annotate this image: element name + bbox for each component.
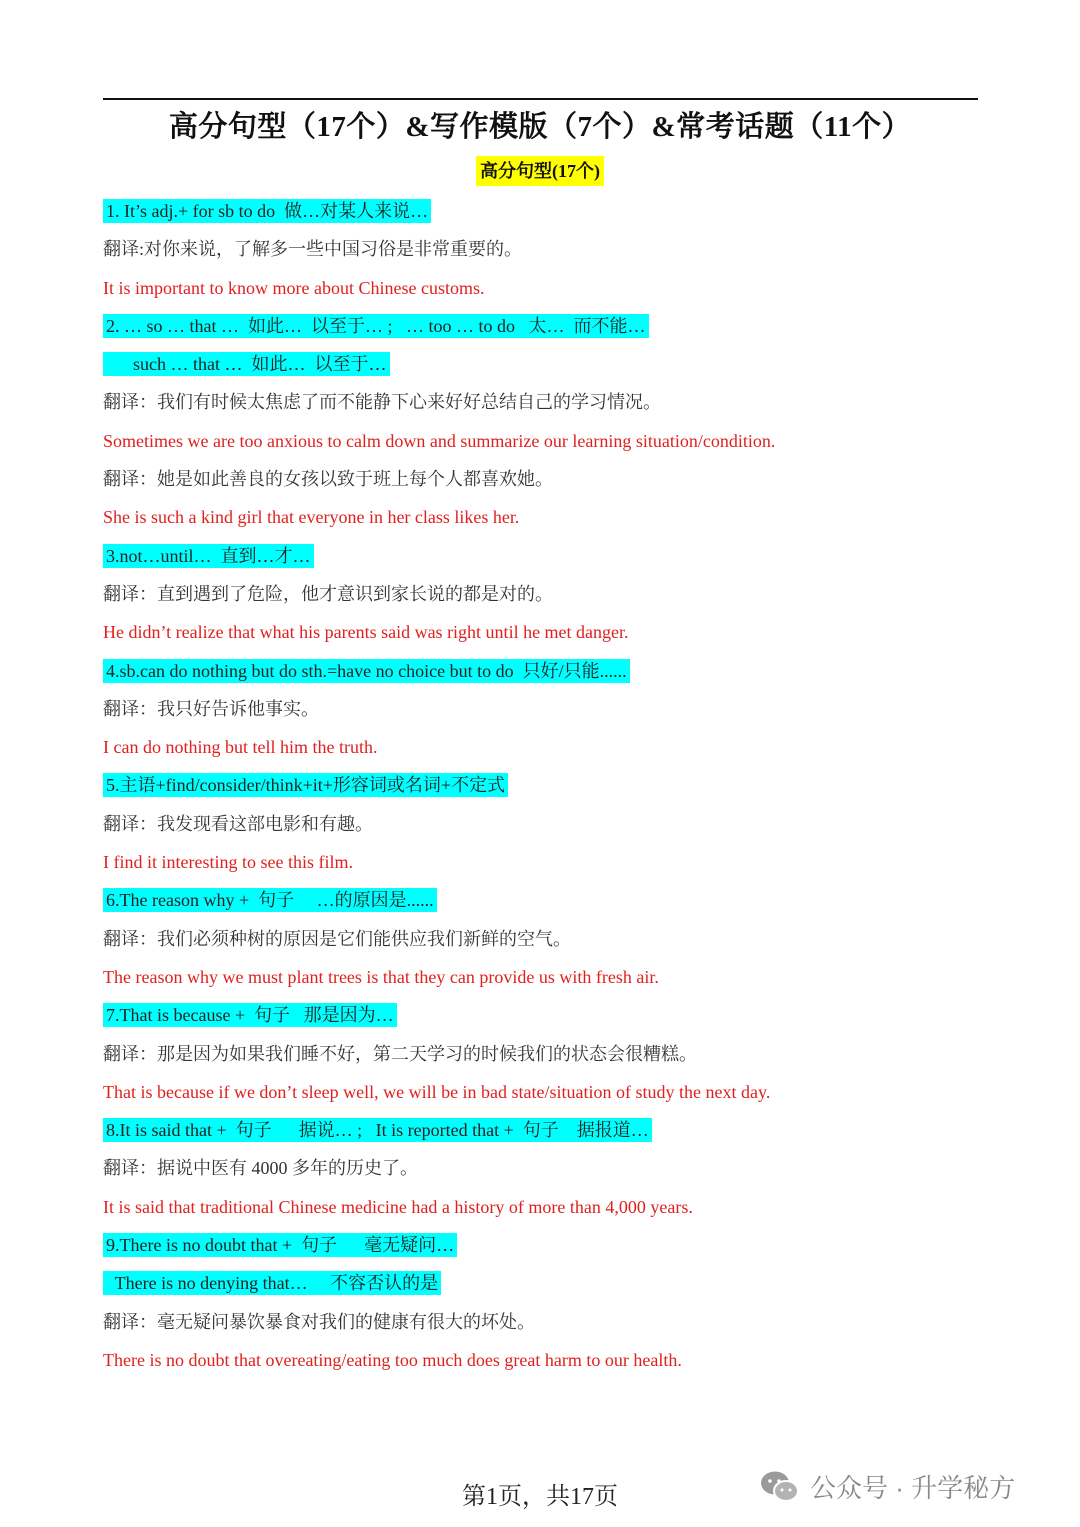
pattern-row (103, 885, 983, 923)
section-label: 高分句型(17个) (476, 156, 604, 186)
page-footer: 第1页，共17页 (462, 1484, 618, 1510)
chinese-prompt: 翻译：我发现看这部电影和有趣。 (103, 813, 373, 834)
english-row (103, 426, 983, 464)
chinese-prompt: 翻译：毫无疑问暴饮暴食对我们的健康有很大的坏处。 (103, 1311, 535, 1332)
english-row (103, 1077, 983, 1115)
chinese-prompt: 翻译：我们必须种树的原因是它们能供应我们新鲜的空气。 (103, 928, 571, 949)
english-row (103, 1192, 983, 1230)
top-rule (103, 98, 978, 100)
english-answer: There is no doubt that overeating/eating too much does great harm to our health. (103, 1349, 682, 1370)
pattern-row (103, 1230, 983, 1268)
pattern-row (103, 196, 983, 234)
english-answer: I can do nothing but tell him the truth. (103, 737, 378, 758)
english-answer: I find it interesting to see this film. (103, 852, 353, 873)
translation-row (103, 1307, 983, 1345)
pattern-row (103, 1268, 983, 1306)
english-row (103, 502, 983, 540)
english-answer: She is such a kind girl that everyone in her class likes her. (103, 507, 520, 528)
chinese-prompt: 翻译：那是因为如果我们睡不好，第二天学习的时候我们的状态会很糟糕。 (103, 1043, 697, 1064)
chinese-prompt: 翻译：她是如此善良的女孩以致于班上每个人都喜欢她。 (103, 469, 553, 490)
pattern-row (103, 541, 983, 579)
english-row (103, 617, 983, 655)
translation-row (103, 1039, 983, 1077)
english-row (103, 962, 983, 1000)
pattern-heading: 7.That is because + 句子 那是因为… (103, 1003, 397, 1027)
pattern-row (103, 656, 983, 694)
pattern-heading: such … that … 如此… 以至于… (103, 352, 390, 376)
pattern-row (103, 770, 983, 808)
english-row (103, 273, 983, 311)
english-row (103, 1345, 983, 1383)
pattern-heading: 9.There is no doubt that + 句子 毫无疑问… (103, 1233, 457, 1257)
pattern-heading: 4.sb.can do nothing but do sth.=have no choice but to do 只好/只能...... (103, 659, 630, 683)
pattern-heading: 3.not…until… 直到…才… (103, 544, 314, 568)
pattern-row (103, 311, 983, 349)
chinese-prompt: 翻译：据说中医有 4000 多年的历史了。 (103, 1158, 418, 1179)
pattern-heading: 1. It’s adj.+ for sb to do 做…对某人来说… (103, 199, 431, 223)
translation-row (103, 694, 983, 732)
pattern-heading: 2. … so … that … 如此… 以至于… ; … too … to do 太… 而不能… (103, 314, 649, 338)
english-answer: The reason why we must plant trees is that they can provide us with fresh air. (103, 966, 659, 987)
chinese-prompt: 翻译：我们有时候太焦虑了而不能静下心来好好总结自己的学习情况。 (103, 392, 661, 413)
pattern-heading: 5.主语+find/consider/think+it+形容词或名词+不定式 (103, 773, 508, 797)
chinese-prompt: 翻译:对你来说，了解多一些中国习俗是非常重要的。 (103, 239, 522, 260)
pattern-heading: 8.It is said that + 句子 据说… ; It is reported that + 句子 据报道… (103, 1118, 652, 1142)
english-answer: He didn’t realize that what his parents said was right until he met danger. (103, 622, 629, 643)
pattern-heading: There is no denying that… 不容否认的是 (103, 1271, 441, 1295)
section-label-wrap (0, 156, 1080, 186)
pattern-row (103, 1000, 983, 1038)
english-answer: That is because if we don’t sleep well, we will be in bad state/situation of study the next day. (103, 1081, 771, 1102)
pattern-row (103, 1115, 983, 1153)
wechat-icon (760, 1470, 800, 1504)
translation-row (103, 234, 983, 272)
sentence-pattern-list (103, 196, 983, 1383)
page-title: 高分句型（17个）&写作模版（7个）&常考话题（11个） (168, 111, 912, 143)
translation-row (103, 924, 983, 962)
translation-row (103, 464, 983, 502)
chinese-prompt: 翻译：直到遇到了危险，他才意识到家长说的都是对的。 (103, 583, 553, 604)
english-row (103, 732, 983, 770)
english-answer: Sometimes we are too anxious to calm down and summarize our learning situation/condition. (103, 430, 776, 451)
translation-row (103, 809, 983, 847)
pattern-heading: 6.The reason why + 句子 …的原因是...... (103, 888, 437, 912)
english-row (103, 847, 983, 885)
translation-row (103, 387, 983, 425)
watermark-text: 公众号 · 升学秘方 (810, 1473, 1016, 1503)
pattern-row (103, 349, 983, 387)
chinese-prompt: 翻译：我只好告诉他事实。 (103, 698, 319, 719)
english-answer: It is said that traditional Chinese medicine had a history of more than 4,000 years. (103, 1196, 693, 1217)
english-answer: It is important to know more about Chinese customs. (103, 277, 485, 298)
translation-row (103, 1153, 983, 1191)
watermark (760, 1468, 1015, 1505)
translation-row (103, 579, 983, 617)
